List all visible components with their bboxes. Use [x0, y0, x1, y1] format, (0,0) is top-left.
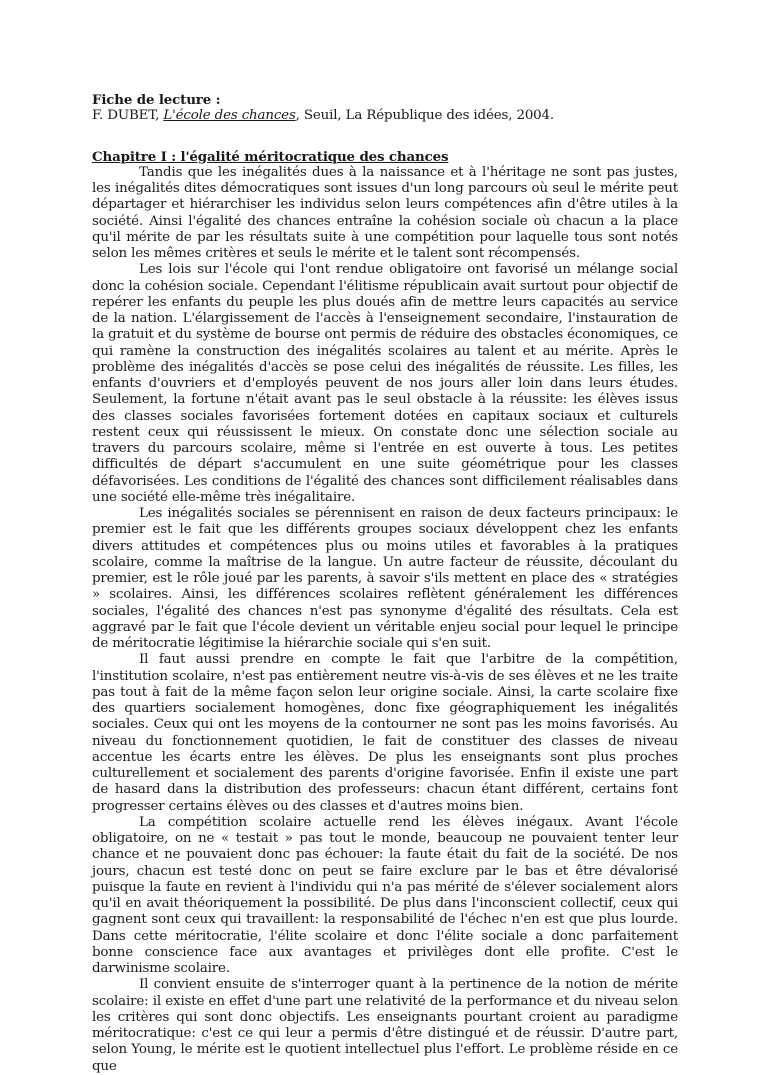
paragraph: Les inégalités sociales se pérennisent en raison de deux facteurs principaux: le premier est le fait que les différents groupes sociaux développent chez les enfants divers attitudes et compétences plus ou moins utiles et favorables à la pratiques scolaire, comme la maîtrise de la langue. Un autre facteur de réussite, découlant du premier, est le rôle joué par les parents, à savoir s'ils mettent en place des « stratégies » scolaires. Ainsi, les différences scolaires reflètent généralement les différences sociales, l'égalité des chances n'est pas synonyme d'égalité des résultats. Cela est aggravé par le fait que l'école devient un véritable enjeu social pour lequel le principe de méritocratie légitimise la hiérarchie sociale qui s'en suit.: [92, 506, 678, 651]
document-title: Fiche de lecture :: [92, 92, 221, 108]
book-publication: , Seuil, La République des idées, 2004.: [295, 108, 555, 124]
paragraph: La compétition scolaire actuelle rend les élèves inégaux. Avant l'école obligatoire, on ne « testait » pas tout le monde, beaucoup ne pouvaient tenter leur chance et ne pouvaient donc pas échouer: la faute était du fait de la société. De nos jours, chacun est testé donc on peut se faire exclure par le bas et être dévalorisé puisque la faute en revient à l'individu qui n'a pas mérité de s'élever socialement alors qu'il en avait théoriquement la possibilité. De plus dans l'inconscient collectif, ceux qui gagnent sont ceux qui travaillent: la responsabilité de l'échec n'en est que plus lourde. Dans cette méritocratie, l'élite scolaire et donc l'élite sociale a donc parfaitement bonne conscience face aux avantages et privilèges dont elle profite. C'est le darwinisme scolaire.: [92, 814, 678, 976]
paragraph: Tandis que les inégalités dues à la naissance et à l'héritage ne sont pas justes, les inégalités dites démocratiques sont issues d'un long parcours où seul le mérite peut départager et hiérarchiser les individus selon leurs compétences afin d'être utiles à la société. Ainsi l'égalité des chances entraîne la cohésion sociale où chacun a la place qu'il mérite de par les résultats suite à une compétition pour laquelle tous sont notés selon les mêmes critères et seuls le mérite et le talent sont récompensés.: [92, 164, 678, 261]
paragraph: Les lois sur l'école qui l'ont rendue obligatoire ont favorisé un mélange social donc la cohésion sociale. Cependant l'élitisme républicain avait surtout pour objectif de repérer les enfants du peuple les plus doués afin de mettre leurs capacités au service de la nation. L'élargissement de l'accès à l'enseignement secondaire, l'instauration de la gratuit et du système de bourse ont permis de réduire des obstacles économiques, ce qui ramène la construction des inégalités scolaires au talent et au mérite. Après le problème des inégalités d'accès se pose celui des inégalités de réussite. Les filles, les enfants d'ouvriers et d'employés peuvent de nos jours aller loin dans leurs études. Seulement, la fortune n'était avant pas le seul obstacle à la réussite: les élèves issus des classes sociales favorisées fortement dotées en capitaux sociaux et culturels restent ceux qui réussissent le mieux. On constate donc une sélection sociale au travers du parcours scolaire, même si l'entrée en est ouverte à tous. Les petites difficultés de départ s'accumulent en une suite géométrique pour les classes défavorisées. Les conditions de l'égalité des chances sont difficilement réalisables dans une société elle-même très inégalitaire.: [92, 262, 678, 505]
book-author: F. DUBET,: [92, 108, 164, 124]
book-title: L'école des chances: [163, 108, 296, 124]
chapter-title: Chapitre I : l'égalité méritocratique des chances: [92, 148, 449, 165]
paragraph: Il convient ensuite de s'interroger quant à la pertinence de la notion de mérite scolaire: il existe en effet d'une part une relativité de la performance et du niveau selon les critères qui sont donc objectifs. Les enseignants pourtant croient au paradigme méritocratique: c'est ce qui leur a permis d'être distingué et de réussir. D'autre part, selon Young, le mérite est le quotient intellectuel plus l'effort. Le problème réside en ce que: [92, 977, 678, 1074]
document-page: [92, 92, 678, 1075]
book-reference: [92, 108, 678, 124]
paragraph: Il faut aussi prendre en compte le fait que l'arbitre de la compétition, l'institution scolaire, n'est pas entièrement neutre vis-à-vis de ses élèves et ne les traite pas tout à fait de la même façon selon leur origine sociale. Ainsi, la carte scolaire fixe des quartiers socialement homogènes, donc fixe géographiquement les inégalités sociales. Ceux qui ont les moyens de la contourner ne sont pas les moins favorisés. Au niveau du fonctionnement quotidien, le fait de constituer des classes de niveau accentue les écarts entre les élèves. De plus les enseignants sont plus proches culturellement et socialement des parents d'origine favorisée. Enfin il existe une part de hasard dans la distribution des professeurs: chacun étant différent, certains font progresser certains élèves ou des classes et d'autres moins bien.: [92, 652, 678, 814]
